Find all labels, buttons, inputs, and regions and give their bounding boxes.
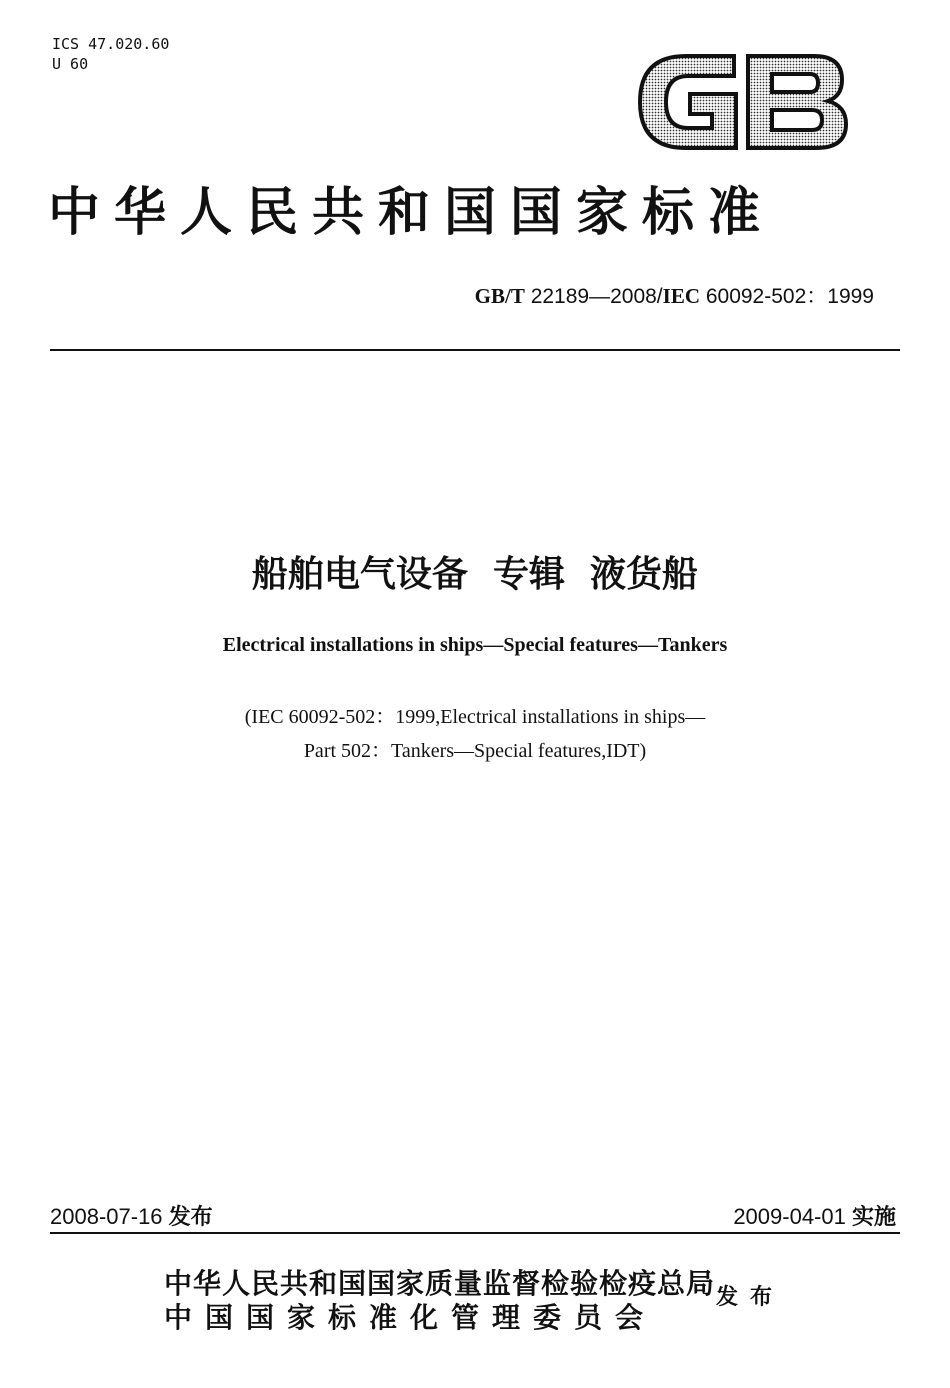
ics-code: ICS 47.020.60 <box>52 35 170 53</box>
issue-date-value: 2008-07-16 <box>50 1204 163 1229</box>
standard-iec-prefix: IEC <box>662 284 700 308</box>
document-title-en: Electrical installations in ships—Special features—Tankers <box>222 634 728 656</box>
standard-main-number: 22189—2008/ <box>530 285 663 308</box>
national-standard-heading: 中华人民共和国国家标准 <box>48 182 775 243</box>
issuer-aqsiq: 中华人民共和国国家质量监督检验检疫总局 <box>164 1267 716 1300</box>
classification-codes <box>52 34 169 74</box>
adoption-line-1: (IEC 60092-502：1999,Electrical installations in ships— <box>244 706 706 728</box>
issuer-sac: 中国国家标准化管理委员会 <box>164 1301 657 1334</box>
implementation-date <box>733 1200 896 1231</box>
document-title-cn: 船舶电气设备 专辑 液货船 <box>251 554 699 595</box>
standard-iec-number: 60092-502：1999 <box>705 285 874 308</box>
publish-label: 发布 <box>716 1285 785 1310</box>
issue-label: 发布 <box>168 1205 213 1230</box>
adoption-line-2: Part 502：Tankers—Special features,IDT) <box>303 740 647 762</box>
adoption-statement <box>0 700 950 768</box>
standard-prefix: GB/T <box>474 284 525 308</box>
gb-logo-text: GB <box>743 107 746 109</box>
issue-date <box>50 1200 213 1231</box>
standard-number <box>475 280 874 310</box>
ccs-code: U 60 <box>52 55 89 73</box>
gb-logo <box>636 48 850 156</box>
implementation-date-value: 2009-04-01 <box>733 1204 846 1229</box>
top-divider <box>50 349 900 351</box>
bottom-divider <box>50 1232 900 1234</box>
implementation-label: 实施 <box>851 1205 896 1230</box>
